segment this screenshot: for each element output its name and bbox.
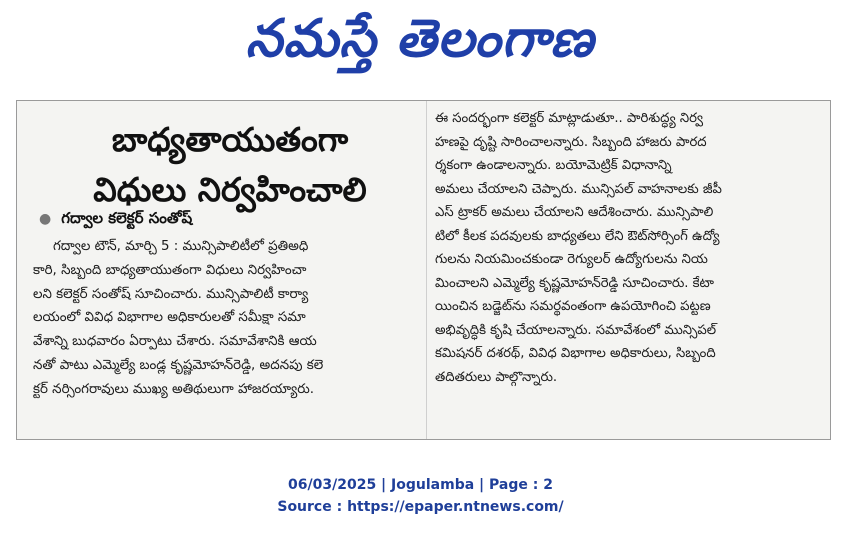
body-line: హణపై దృష్టి సారించాలన్నారు. సిబ్బంది హాజరు పారద	[435, 134, 707, 150]
left-column	[27, 101, 422, 439]
body-line: యించిన బడ్జెట్‌ను సమర్థవంతంగా ఉపయోగించి పట్టణ	[435, 299, 711, 314]
body-line: కమిషనర్ దశరథ్, వివిధ విభాగాల అధికారులు, సిబ్బంది	[435, 346, 716, 361]
body-line: లని కలెక్టర్ సంతోష్ సూచించారు. మున్సిపాలిటీ కార్యా	[33, 286, 309, 302]
source-footer	[0, 474, 841, 518]
headline-line: విధులు నిర్వహించాలి	[93, 170, 367, 209]
body-line: టిలో కీలక పదవులకు బాధ్యతలు లేని ఔట్‌సోర్సింగ్ ఉద్యో	[435, 228, 720, 244]
body-line: ఈ సందర్భంగా కలెక్టర్ మాట్లాడుతూ.. పారిశుద్ధ్య నిర్వ	[435, 111, 703, 126]
article-headline	[55, 115, 405, 215]
body-line: నతో పాటు ఎమ్మెల్యే బండ్ల కృష్ణమోహన్‌రెడ్డి, అదనపు కలె	[33, 357, 324, 373]
headline-line: బాధ్యతాయుతంగా	[111, 120, 349, 159]
body-line: గులను నియమించకుండా రెగ్యులర్ ఉద్యోగులను నియ	[435, 252, 708, 267]
body-line: తదితరులు పాల్గొన్నారు.	[435, 369, 558, 385]
body-line: అమలు చేయాలని చెప్పారు. మున్సిపల్ వాహనాలకు జీపీ	[435, 181, 722, 197]
body-line: క్టర్ నర్సింగరావులు ముఖ్య అతిథులుగా హాజరయ్యారు.	[33, 381, 315, 397]
column-divider	[426, 101, 427, 439]
masthead-logo	[210, 6, 630, 76]
byline	[39, 209, 409, 231]
byline-text: గద్వాల కలెక్టర్ సంతోష్	[61, 209, 193, 227]
article-body-right	[435, 107, 823, 389]
body-line: వేశాన్ని బుధవారం ఏర్పాటు చేశారు. సమావేశానికి ఆయ	[33, 334, 317, 350]
source-link[interactable]: Source : https://epaper.ntnews.com/	[277, 499, 564, 515]
body-line: అభివృద్ధికి కృషి చేయాలన్నారు. సమావేశంలో మున్సిపల్	[435, 322, 717, 338]
body-line: ర్శకంగా ఉండాలన్నారు. బయోమెట్రిక్ విధానాన్ని	[435, 158, 672, 173]
body-line: మించాలని ఎమ్మెల్యే కృష్ణమోహన్‌రెడ్డి సూచించారు. కేటా	[435, 275, 714, 291]
news-clipping	[16, 100, 831, 440]
body-line: లయంలో వివిధ విభాగాల అధికారులతో సమీక్షా సమా	[33, 310, 306, 326]
date-edition-page: 06/03/2025 | Jogulamba | Page : 2	[288, 477, 553, 493]
bullet-icon: ●	[39, 211, 52, 227]
body-line: గద్వాల టౌన్, మార్చి 5 : మున్సిపాలిటీలో ప్రతిఅధి	[53, 239, 309, 254]
masthead-title: నమస్తే తెలంగాణ	[245, 9, 595, 69]
body-line: ఎస్ ట్రాకర్ అమలు చేయాలని ఆదేశించారు. మున్సిపాలి	[435, 205, 714, 220]
article-body-left	[33, 235, 421, 402]
body-line: కారి, సిబ్బంది బాధ్యతాయుతంగా విధులు నిర్వహించా	[33, 262, 307, 278]
